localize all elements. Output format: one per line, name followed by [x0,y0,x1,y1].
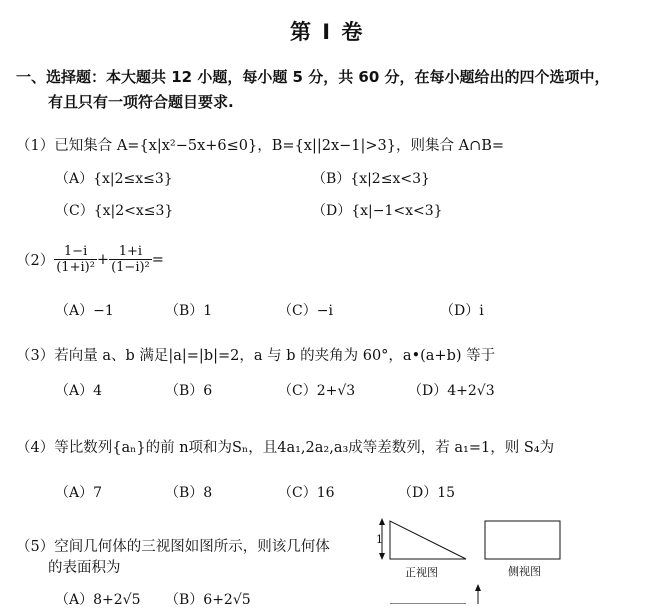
question-3-stem: （3）若向量 a、b 满足|a|=|b|=2，a 与 b 的夹角为 60°，a•(a+b) 等于 [16,348,496,364]
question-3-option-b: （B）6 [165,383,213,399]
question-3-option-a: （A）4 [55,383,103,399]
question-2-fraction-1 [54,244,97,275]
front-view-triangle [390,521,466,559]
dimension-label: 1 [376,533,383,546]
section-heading-line1: 一、选择题：本大题共 12 小题，每小题 5 分，共 60 分，在每小题给出的四个选项中， [16,68,610,86]
question-4-option-a: （A）7 [55,485,103,501]
fraction-2-numerator: 1+i [109,244,152,260]
question-5-stem-line2: 的表面积为 [48,560,121,576]
question-2-fraction-2 [109,244,152,275]
side-view-rectangle [485,521,560,559]
equals-sign: = [151,251,164,268]
fraction-1-numerator: 1−i [54,244,97,260]
question-2-stem [16,244,164,275]
question-3-option-c: （C）2+√3 [278,383,356,399]
question-1-option-a: （A）{x|2≤x≤3} [55,171,173,187]
question-2-option-a: （A）−1 [55,303,114,319]
dimension-arrow-down [379,553,385,560]
dimension-arrow-up [379,518,385,525]
section-heading-line2: 有且只有一项符合题目要求. [48,93,234,111]
fraction-2-denominator: (1−i)² [111,260,150,275]
question-5-stem-line1: （5）空间几何体的三视图如图所示，则该几何体 [16,539,330,555]
question-1-option-b: （B）{x|2≤x<3} [312,171,430,187]
question-4-option-d: （D）15 [398,485,456,501]
question-1-option-c: （C）{x|2<x≤3} [55,203,174,219]
question-5-option-a: （A）8+2√5 [55,592,141,608]
three-view-figure [370,515,570,604]
question-4-option-c: （C）16 [278,485,335,501]
question-2-option-d: （D）i [440,303,484,319]
question-5-option-b: （B）6+2√5 [165,592,251,608]
question-2-prefix: （2） [16,253,55,269]
fraction-1-denominator: (1+i)² [56,260,95,275]
front-view-label: 正视图 [405,566,438,579]
question-4-stem: （4）等比数列{aₙ}的前 n项和为Sₙ，且4a₁,2a₂,a₃成等差数列，若 a₁=1，则 S₄为 [16,440,555,456]
top-view-arrow-up [475,584,481,591]
plus-sign: + [96,251,110,268]
question-1-stem: （1）已知集合 A={x|x²−5x+6≤0}，B={x||2x−1|>3}，则集合 A∩B= [16,138,505,154]
page-title: 第 I 卷 [290,20,365,44]
question-2-option-b: （B）1 [165,303,213,319]
question-4-option-b: （B）8 [165,485,213,501]
question-3-option-d: （D）4+2√3 [408,383,495,399]
question-1-option-d: （D）{x|−1<x<3} [312,203,443,219]
side-view-label: 侧视图 [508,565,541,578]
question-2-option-c: （C）−i [278,303,333,319]
